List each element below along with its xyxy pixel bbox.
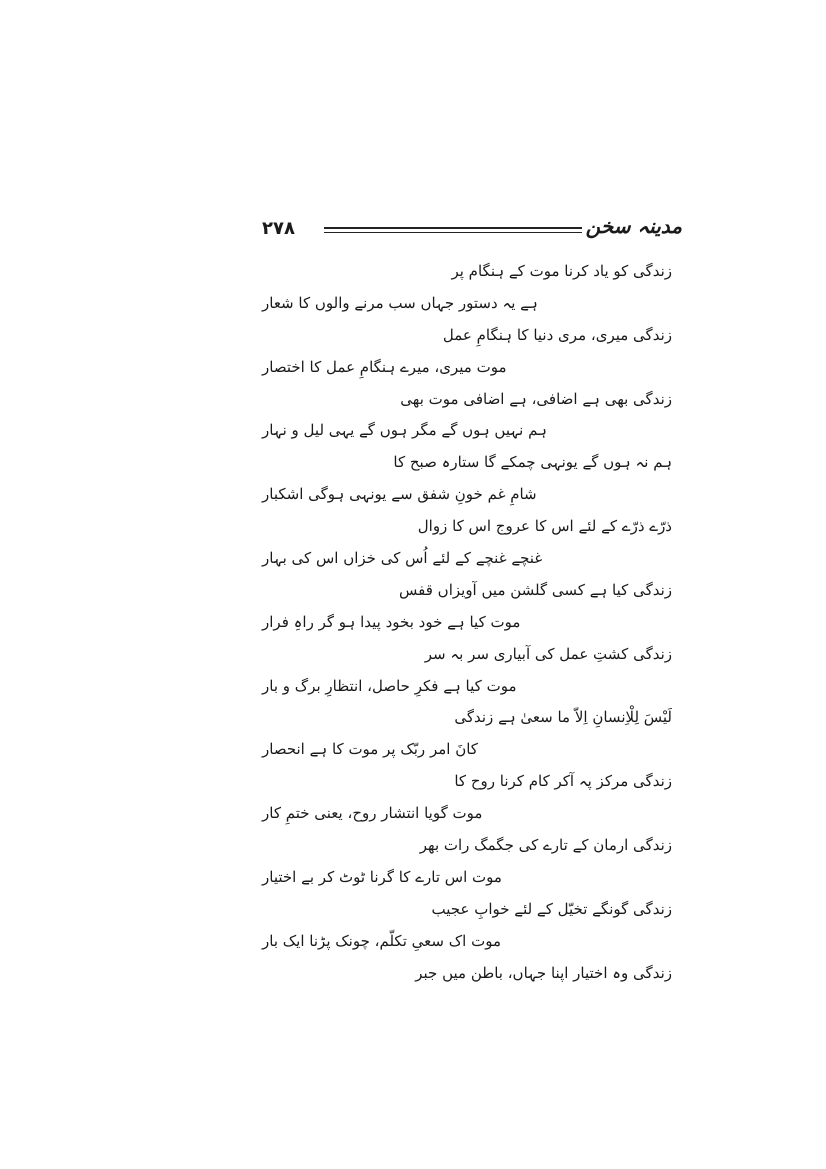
verse-line: موت اس تارے کا گرنا ٹوٹ کر بے اختیار: [262, 867, 502, 886]
verse-line: شامِ غم خونِ شفق سے یونہی ہوگی اشکبار: [262, 485, 537, 504]
verse-line: موت اک سعیِ تکلّم، چونک پڑنا ایک بار: [262, 931, 502, 950]
verse-line: موت گویا انتشار روح، یعنی ختمِ کار: [262, 804, 483, 823]
verse-line: ہم نہیں ہوں گے مگر ہوں گے یہی لیل و نہار: [262, 421, 547, 440]
verse-line: موت کیا ہے خود بخود پیدا ہو گر راہِ فرار: [262, 612, 521, 631]
verse-line: زندگی ارمان کے تارے کی جگمگ رات بھر: [419, 836, 672, 855]
verse-line: کانَ امر ربّک پر موت کا ہے انحصار: [262, 740, 478, 759]
verse-line: زندگی گونگے تخیّل کے لئے خوابِ عجیب: [431, 899, 672, 918]
verse-line: موت میری، میرے ہنگامِ عمل کا اختصار: [262, 357, 507, 376]
verse-line: زندگی وہ اختیار اپنا جہاں، باطن میں جبر: [415, 963, 672, 982]
verse-line: لَیْسَ لِلْاِنسانِ اِلاّ ما سعیٰ ہے زندگی: [454, 708, 672, 727]
header-rule: [324, 227, 582, 233]
verse-line: ہے یہ دستور جہاں سب مرنے والوں کا شعار: [262, 293, 538, 312]
verse-line: موت کیا ہے فکرِ حاصل، انتظارِ برگ و بار: [262, 676, 517, 695]
verse-line: زندگی بھی ہے اضافی، ہے اضافی موت بھی: [400, 389, 672, 408]
page-header: [262, 214, 682, 246]
verse-line: زندگی کیا ہے کسی گلشن میں آویزاں قفس: [399, 580, 672, 599]
verse-line: زندگی مرکز پہ آکر کام کرنا روح کا: [454, 772, 672, 791]
poem: [262, 256, 672, 989]
running-title: مدینہ سخن: [585, 214, 682, 238]
verse-line: زندگی کشتِ عمل کی آبیاری سر بہ سر: [424, 644, 672, 663]
verse-line: زندگی کو یاد کرنا موت کے ہنگام پر: [451, 262, 672, 280]
page-number: ۲۷۸: [262, 218, 295, 239]
verse-line: زندگی میری، مری دنیا کا ہنگامِ عمل: [442, 325, 672, 344]
verse-line: غنچے غنچے کے لئے اُس کی خزاں اس کی بہار: [262, 549, 543, 568]
verse-line: ذرّے ذرّے کے لئے اس کا عروج اس کا زوال: [417, 517, 672, 536]
verse-line: ہم نہ ہوں گے یونہی چمکے گا ستارہ صبح کا: [393, 453, 672, 472]
